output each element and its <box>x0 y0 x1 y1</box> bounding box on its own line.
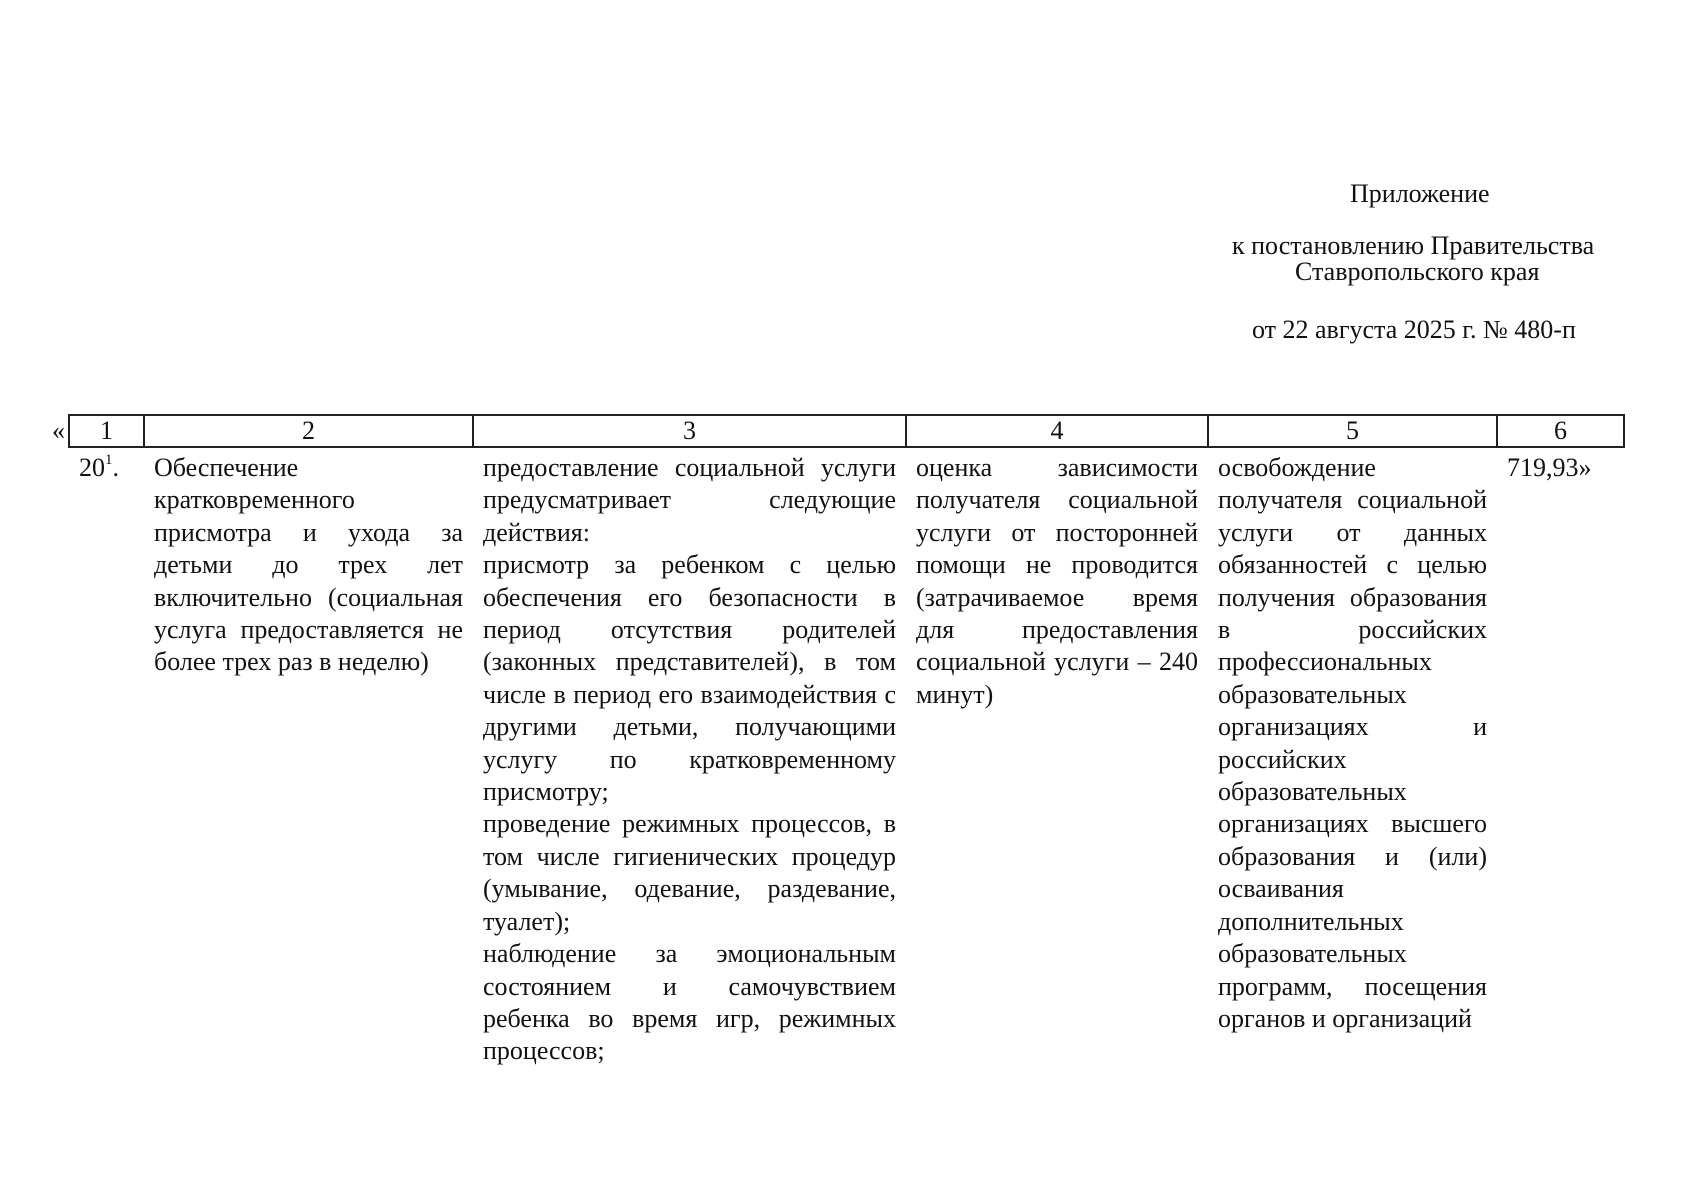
column-number-1: 1 <box>69 415 144 447</box>
appendix-title: Приложение <box>1350 179 1490 208</box>
column-number-3: 3 <box>473 415 906 447</box>
column-number-6: 6 <box>1497 415 1624 447</box>
row-number <box>69 447 144 1068</box>
actions-cell <box>473 447 906 1068</box>
table-row <box>69 447 1624 1068</box>
row-number-main: 20 <box>79 453 105 482</box>
exemption-cell <box>1208 447 1497 1068</box>
opening-quote: « <box>52 416 65 445</box>
service-name: Обеспечение кратковременного присмотра и ухода за детьми до трех лет включительно (социальная услуга предоставляется не более трех раз в неделю) <box>154 453 463 677</box>
action-item-routine: проведение режимных процессов, в том числе гигиенических процедур (умывание, одевание, раздевание, туалет); <box>483 809 896 936</box>
resolution-reference: к постановлению Правительства <box>1232 231 1595 260</box>
service-name-cell <box>144 447 473 1068</box>
action-item-observation: наблюдение за эмоциональным состоянием и самочувствием ребенка во время игр, режимных процессов; <box>483 939 896 1066</box>
row-number-superscript: 1 <box>105 452 113 468</box>
price-value: 719,93» <box>1507 453 1592 482</box>
action-item-supervision: присмотр за ребенком с целью обеспечения его безопасности в период отсутствия родителей (законных представителей), в том числе в период его взаимодействия с другими детьми, получающими услугу по кратковременному присмотру; <box>483 550 896 807</box>
price-cell <box>1497 447 1624 1068</box>
column-number-row <box>69 415 1624 447</box>
column-number-2: 2 <box>144 415 473 447</box>
exemption-text: освобождение получателя социальной услуги от данных обязанностей с целью получения образования в российских профессиональных образовательных организациях и российских образовательных организациях высшего образования и (или) осваивания дополнительных образовательных программ, посещения органов и организаций <box>1218 453 1487 1033</box>
actions-intro: предоставление социальной услуги предусматривает следующие действия: <box>483 453 896 547</box>
row-number-suffix: . <box>112 453 119 482</box>
assessment-cell <box>906 447 1208 1068</box>
resolution-date: от 22 августа 2025 г. № 480-п <box>1252 315 1576 344</box>
region-name: Ставропольского края <box>1295 257 1540 286</box>
column-number-5: 5 <box>1208 415 1497 447</box>
services-table <box>68 414 1625 1068</box>
column-number-4: 4 <box>906 415 1208 447</box>
assessment-text: оценка зависимости получателя социальной услуги от посторонней помощи не проводится (затрачиваемое время для предоставления социальной услуги – 240 минут) <box>916 453 1198 709</box>
